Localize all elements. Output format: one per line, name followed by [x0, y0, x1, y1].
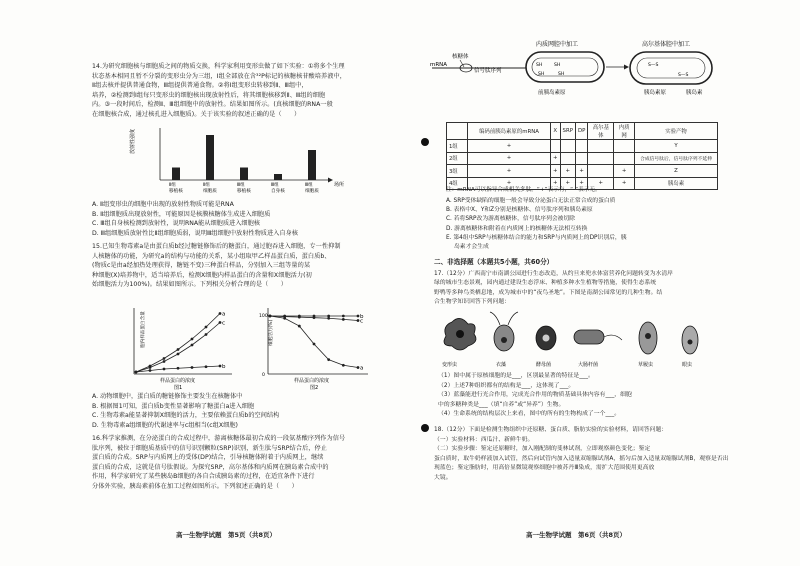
- q17-subquestions: [438, 372, 730, 420]
- table-header-cell: 高尔基体: [588, 123, 614, 140]
- mrna-label: mRNA: [430, 62, 448, 68]
- bar: [206, 135, 214, 180]
- question-line: 肽序列，被位于细胞质基质中的信号识别颗粒(SRP)识别，新生肽与SRP结合后，停止: [92, 444, 327, 452]
- table-cell: +: [614, 165, 635, 178]
- paramecium-icon: [639, 322, 657, 354]
- right-page: [430, 0, 730, 566]
- question-line: 培养，②检测到Ⅰ组每只变形虫的细胞核出现放射性后，将其细胞核移到Ⅱ、Ⅲ组的细胞: [92, 91, 326, 99]
- data-point: [357, 319, 360, 322]
- data-point: [342, 315, 345, 318]
- figure-1: [120, 304, 240, 390]
- organism-label: 变形虫: [442, 362, 458, 368]
- ss-label: S—S: [648, 63, 659, 68]
- data-point: [357, 366, 360, 369]
- data-point: [149, 366, 152, 369]
- data-point: [357, 315, 360, 318]
- question-line: 分体外实验，胰岛素前体在加工过程如图所示。下列叙述正确的是（ ）: [92, 482, 298, 490]
- yeast-icon: [536, 326, 556, 350]
- binding-hole: [421, 424, 429, 432]
- question-line: 始细胞活力为100%)。结果如图所示。下列相关分析合理的是（ ）: [92, 281, 288, 289]
- option-e[interactable]: E. 第4组中SRP与核糖体结合的能力和SRP与内质网上的DP识别后，胰: [446, 234, 627, 241]
- data-point: [313, 343, 316, 346]
- euglena-icon: [682, 326, 698, 354]
- y-tick-100: 100: [259, 314, 268, 319]
- q15-options: [92, 392, 418, 430]
- table-cell: [560, 140, 575, 153]
- proinsulin-label: 胰岛素原: [644, 90, 667, 96]
- option-a[interactable]: A. 动物细胞中，蛋白质的糖链修饰主要发生在核糖体中: [92, 393, 243, 400]
- table-header-cell: DP: [575, 123, 587, 140]
- bar-category-label: Ⅲ组: [271, 183, 279, 188]
- organisms-figure: [438, 308, 730, 370]
- bar-category-label: Ⅲ组: [237, 183, 245, 188]
- option-a[interactable]: A. Ⅱ组变形虫的细胞中出现的放射性物质可能是RNA: [92, 201, 234, 208]
- table-cell: [551, 140, 561, 153]
- data-point: [163, 357, 166, 360]
- option-d[interactable]: D. 生物毒素a组细胞的代谢速率与c组相当(c组X细胞): [92, 421, 238, 429]
- table-cell: [614, 140, 635, 153]
- y-axis-label: 胞内样品蛋白含量: [141, 311, 146, 348]
- question-number: 18.: [434, 427, 444, 433]
- question-line: 种细胞(X)培养物中，适当培养后，检测X细胞内样品蛋白的含量和X细胞活力(初: [92, 271, 312, 279]
- table-cell: 4组: [447, 177, 468, 190]
- data-point: [177, 367, 180, 370]
- question-line: （12分）下面是检测生物组织中还原糖、蛋白质、脂肪实验的实验材料，请回答问题：: [443, 427, 668, 433]
- bar: [308, 150, 316, 180]
- table-cell: +: [560, 165, 575, 178]
- bar-category-label: 自身核: [271, 189, 285, 194]
- section-heading: 二、非选择题（本题共5小题，共60分）: [434, 258, 554, 266]
- table-cell: +: [588, 177, 614, 190]
- page-footer: 高一生物学试题 第6页（共8页）: [526, 531, 627, 539]
- x-axis-label: 样品蛋白的浓度: [160, 378, 196, 384]
- data-point: [205, 365, 208, 368]
- question-line: 状态基本相同且暂不分裂的变形虫分为三组，Ⅰ组全部放在含³²P标记的核糖核苷酸培养液中，: [92, 72, 346, 80]
- page-footer: 高一生物学试题 第5页（共8页）: [176, 531, 277, 539]
- signal-label: 信号肽序列: [474, 68, 502, 74]
- question-line: Ⅱ组去核并提供普通食物，Ⅲ组提供普通食物。②将Ⅰ组变形虫转移到Ⅱ、Ⅲ组中，: [92, 82, 308, 90]
- series-label: b: [222, 364, 226, 370]
- question-number: 17.: [434, 271, 444, 277]
- table-cell: +: [551, 165, 561, 178]
- bar-category-label: 移植核: [169, 189, 183, 194]
- question-number: 14.: [92, 63, 102, 70]
- data-point: [177, 353, 180, 356]
- option-d[interactable]: D. Ⅲ组细胞质放射性比Ⅱ组细胞质弱，说明Ⅲ组细胞中放射性物质进入自身核: [92, 229, 298, 237]
- table-header-cell: 实验产物: [635, 123, 718, 140]
- table-cell: 胰岛素: [635, 177, 718, 190]
- amoeba-icon: [444, 318, 476, 350]
- arrow-head: [624, 65, 629, 70]
- er-label: 内质网腔中加工: [536, 41, 579, 48]
- table-header-cell: X: [551, 123, 561, 140]
- table-cell: +: [575, 177, 587, 190]
- x-axis-arrow: [328, 178, 333, 183]
- table-header-row: [447, 123, 718, 140]
- subquestion: （1）图中属于原核细胞的是___，区别最显著的特征是___。: [438, 373, 594, 379]
- x-axis-label: 场所: [334, 182, 345, 188]
- series-label: c: [360, 318, 364, 325]
- question-line: 蛋白质时，取牛奶样液加入试管，然后向试管内加入适量双缩脲试剂A，摇匀后加入适量双缩脲试剂B，观察是否出: [434, 455, 729, 462]
- question-line: 合生物学知识回答下列问题：: [434, 299, 511, 306]
- option-c[interactable]: C. 生物毒素a能显著抑制X细胞的活力，主要依赖蛋白质b的空间结构: [92, 412, 280, 420]
- table-cell: +: [468, 140, 551, 153]
- question-line: 绿的城市生态景观，园内通过建设生态浮床、种植多种水生植物等措施，使得生态系统: [434, 280, 657, 287]
- question-line: (物质c是由a经加热处理获得，糖链不变)三种蛋白样品，分别加入三组等量的某: [92, 262, 311, 270]
- table-cell: [614, 152, 635, 165]
- question-14: [92, 62, 418, 120]
- table-cell: +: [614, 177, 635, 190]
- x-axis-label: 样品蛋白的浓度: [294, 378, 330, 384]
- option-b[interactable]: B. 根据图1可知，蛋白质b变性显著影响了糖蛋白a进入细胞: [92, 402, 255, 410]
- question-number: 16.: [92, 435, 102, 442]
- bar-category-label: 细胞质: [305, 189, 319, 194]
- option-b[interactable]: B. Ⅱ组细胞质出现放射性，可能原因是核膜核糖体生成进入细胞质: [92, 210, 271, 218]
- series-line: [270, 316, 358, 368]
- option-a[interactable]: A. SRP受体缺陷的细胞一般会导致分泌蛋白无法正常合成的蛋白质: [446, 198, 616, 204]
- data-point: [219, 321, 222, 324]
- data-point: [163, 368, 166, 371]
- table-header-cell: 编码前胰岛素原的mRNA: [468, 123, 551, 140]
- data-point: [298, 325, 301, 328]
- subquestion: （2）上述7种组织都有的结构是___，这体现了___。: [438, 382, 575, 389]
- subquestion: （3）蓝藻能进行光合作用，完成光合作用的物质基础具体内容有___，细胞: [438, 392, 632, 399]
- bar-category-label: Ⅱ组: [169, 183, 176, 188]
- sh-label: SH: [558, 72, 565, 77]
- golgi-lumen: [637, 58, 705, 78]
- data-point: [283, 317, 286, 320]
- table-row: [447, 152, 718, 165]
- golgi-membrane: [630, 52, 712, 84]
- series-label: a: [360, 365, 364, 372]
- question-line: （一）实验材料：西瓜汁、新鲜牛奶。: [434, 436, 534, 443]
- golgi-label: 高尔基体腔中加工: [642, 41, 691, 48]
- sh-label: SH: [538, 72, 545, 77]
- data-point: [191, 344, 194, 347]
- figure-2: [250, 304, 375, 390]
- figure-caption: 图1: [174, 385, 183, 391]
- bar: [240, 168, 248, 181]
- ribosome-label: 核糖体: [452, 54, 469, 60]
- table-header-cell: [447, 123, 468, 140]
- data-point: [191, 366, 194, 369]
- y-axis-label: 放射性强度: [130, 128, 136, 154]
- question-16: [92, 434, 418, 492]
- series-line: [136, 323, 220, 373]
- option-c[interactable]: C. 若将SRP改为游离核糖体，信号肽序列会被切除: [446, 216, 576, 223]
- data-point: [205, 333, 208, 336]
- data-point: [219, 312, 222, 315]
- ecoli-icon: [574, 330, 622, 344]
- question-18: [434, 426, 730, 484]
- table-cell: 2组: [447, 152, 468, 165]
- question-line: 大镜。: [434, 474, 452, 481]
- table-cell: [588, 140, 614, 153]
- figure-caption: 图2: [310, 385, 319, 391]
- organism-label: 衣藻: [496, 362, 507, 368]
- series-line: [136, 314, 220, 373]
- series-label: c: [222, 320, 226, 327]
- q16-options: [446, 197, 730, 252]
- data-point: [342, 364, 345, 367]
- question-number: 15.: [92, 243, 102, 250]
- data-point: [327, 358, 330, 361]
- question-line: 科学家推测，在分泌蛋白的合成过程中，游离核糖体最初合成的一段氨基酸序列作为信号: [102, 435, 346, 442]
- bar-category-label: Ⅱ组: [203, 183, 210, 188]
- data-point: [205, 326, 208, 329]
- table-cell: 1组: [447, 140, 468, 153]
- data-point: [327, 317, 330, 320]
- table-cell: +: [468, 165, 551, 178]
- table-cell: [588, 165, 614, 178]
- option-c[interactable]: C. Ⅲ组自身核检测到放射性，说明RNA能从细胞质进入细胞核: [92, 220, 260, 228]
- table-cell: Y: [635, 140, 718, 153]
- table-cell: +: [468, 152, 551, 165]
- data-point: [191, 338, 194, 341]
- data-point: [219, 365, 222, 368]
- bar-category-label: 细胞质: [203, 189, 217, 194]
- table-cell: +: [551, 177, 561, 190]
- data-point: [135, 371, 138, 374]
- option-d[interactable]: D. 游离核糖体和附着在内质网上的核糖体无法相互转换: [446, 225, 588, 232]
- y-tick-0: 0: [262, 373, 265, 378]
- subquestion: （4）生命系统的结构层次上来看，图中的所有的生物构成了一个___。: [438, 411, 621, 418]
- y-axis-label: 细胞活力(%): [269, 319, 274, 346]
- question-line: 现蓝色；鉴定脂肪时，用高倍显微镜观察细胞中被苏丹Ⅲ染成，需扩大范围使用更高放: [434, 465, 655, 472]
- series-label: a: [222, 311, 226, 318]
- question-17: [434, 270, 730, 308]
- preproinsulin-label: 前胰岛素原: [538, 90, 566, 96]
- organism-label: 大肠杆菌: [578, 362, 599, 368]
- experiment-table: [446, 122, 718, 190]
- question-line: 人核糖体的功能，为研究a的结构与功能的关系，某小组取甲乙样品蛋白质，蛋白质b、: [92, 252, 331, 260]
- left-page: [80, 0, 418, 566]
- bar-category-label: 移植核: [237, 189, 251, 194]
- insulin-processing-diagram: [430, 36, 730, 118]
- question-line: 蛋白质的合成，这就是信号肽假说。为探究SRP，高尔基体和内质网在胰岛素合成中的: [92, 463, 329, 471]
- table-note: 注：mRNA可以指导合成相关多肽。“+”表示有，“-”表示无。: [446, 187, 601, 193]
- chlamydomonas-icon: [490, 312, 518, 351]
- data-point: [342, 318, 345, 321]
- table-cell: +: [468, 177, 551, 190]
- data-point: [149, 369, 152, 372]
- subquestion: 中的多糖种类是___（填“自养”或“异养”）生物。: [438, 401, 565, 408]
- table-cell: +: [551, 152, 561, 165]
- question-line: 为研究细胞核与细胞质之间的物质交换，科学家利用变形虫做了如下实验：①将多个生理: [102, 63, 345, 70]
- data-point: [163, 360, 166, 363]
- table-cell: [560, 152, 575, 165]
- question-line: （12分）广西南宁市南湖公园进行生态改造，从约旦来兜水体富营养化问题转变为水清岸: [443, 271, 674, 277]
- organism-label: 眼虫: [682, 362, 693, 368]
- insulin-label: 胰岛素: [686, 90, 703, 96]
- bar: [274, 174, 282, 180]
- data-point: [313, 316, 316, 319]
- table-cell: +: [575, 165, 587, 178]
- table-row: [447, 140, 718, 153]
- question-line: 野鸭等多种鸟类栖息地，成为城市中的“夜鸟圣地”。下图是南湖公园常见的几种生物。结: [434, 289, 663, 296]
- table-cell: [575, 140, 587, 153]
- data-point: [269, 315, 272, 318]
- data-point: [298, 316, 301, 319]
- question-line: 在细胞核合成，通过核孔进入细胞质)。关于该实验的叙述正确的是（ ）: [92, 110, 301, 118]
- option-b[interactable]: B. 表格中X、Y和Z分别是核糖体、信号肽序列和胰岛素原: [446, 207, 593, 214]
- question-line: 蛋白质的合成。SRP与内质网上的受体(DP)结合，引导核糖体附着于内质网上，继续: [92, 454, 324, 462]
- table-cell: Z: [635, 165, 718, 178]
- q14-bar-chart: [130, 120, 350, 195]
- question-line: 已知生物毒素a是由蛋白质b经过糖链修饰后的糖蛋白，通过胞吞进入细胞，专一性抑制: [102, 243, 341, 250]
- sh-label: SH: [536, 63, 543, 68]
- bar: [172, 168, 180, 181]
- table-header-cell: SRP: [560, 123, 575, 140]
- table-cell: [575, 152, 587, 165]
- sh-label: SH: [554, 63, 561, 68]
- table-header-cell: 内质网: [614, 123, 635, 140]
- question-15: [92, 242, 418, 290]
- option-e-cont: 岛素才会生成: [454, 244, 489, 251]
- question-line: （二）实验步骤：鉴定还原糖时，加入刚配制的斐林试剂，立即观察颜色变化；鉴定: [434, 446, 651, 453]
- table-cell: 3组: [447, 165, 468, 178]
- ss-label: S—S: [678, 73, 689, 78]
- q14-options: [92, 200, 418, 238]
- table-row: [447, 165, 718, 178]
- binding-hole: [421, 138, 429, 146]
- series-label: b: [360, 314, 364, 320]
- data-point: [177, 348, 180, 351]
- table-cell: [588, 152, 614, 165]
- table-cell: 合成信号肽后，信号肽序列不延伸: [635, 152, 718, 165]
- table-cell: +: [560, 177, 575, 190]
- question-line: 作用，科学家研究了某些胰岛B细胞的各自合成胰岛素的过程，在适宜条件下进行: [92, 473, 315, 481]
- organism-label: 草履虫: [638, 362, 654, 368]
- organism-label: 酵母菌: [536, 362, 552, 368]
- question-line: 内。③一段时间后，检测Ⅱ、Ⅲ组细胞中的放射性。结果如图所示。(真核细胞的RNA一般: [92, 101, 333, 109]
- bar-category-label: Ⅲ组: [305, 183, 313, 188]
